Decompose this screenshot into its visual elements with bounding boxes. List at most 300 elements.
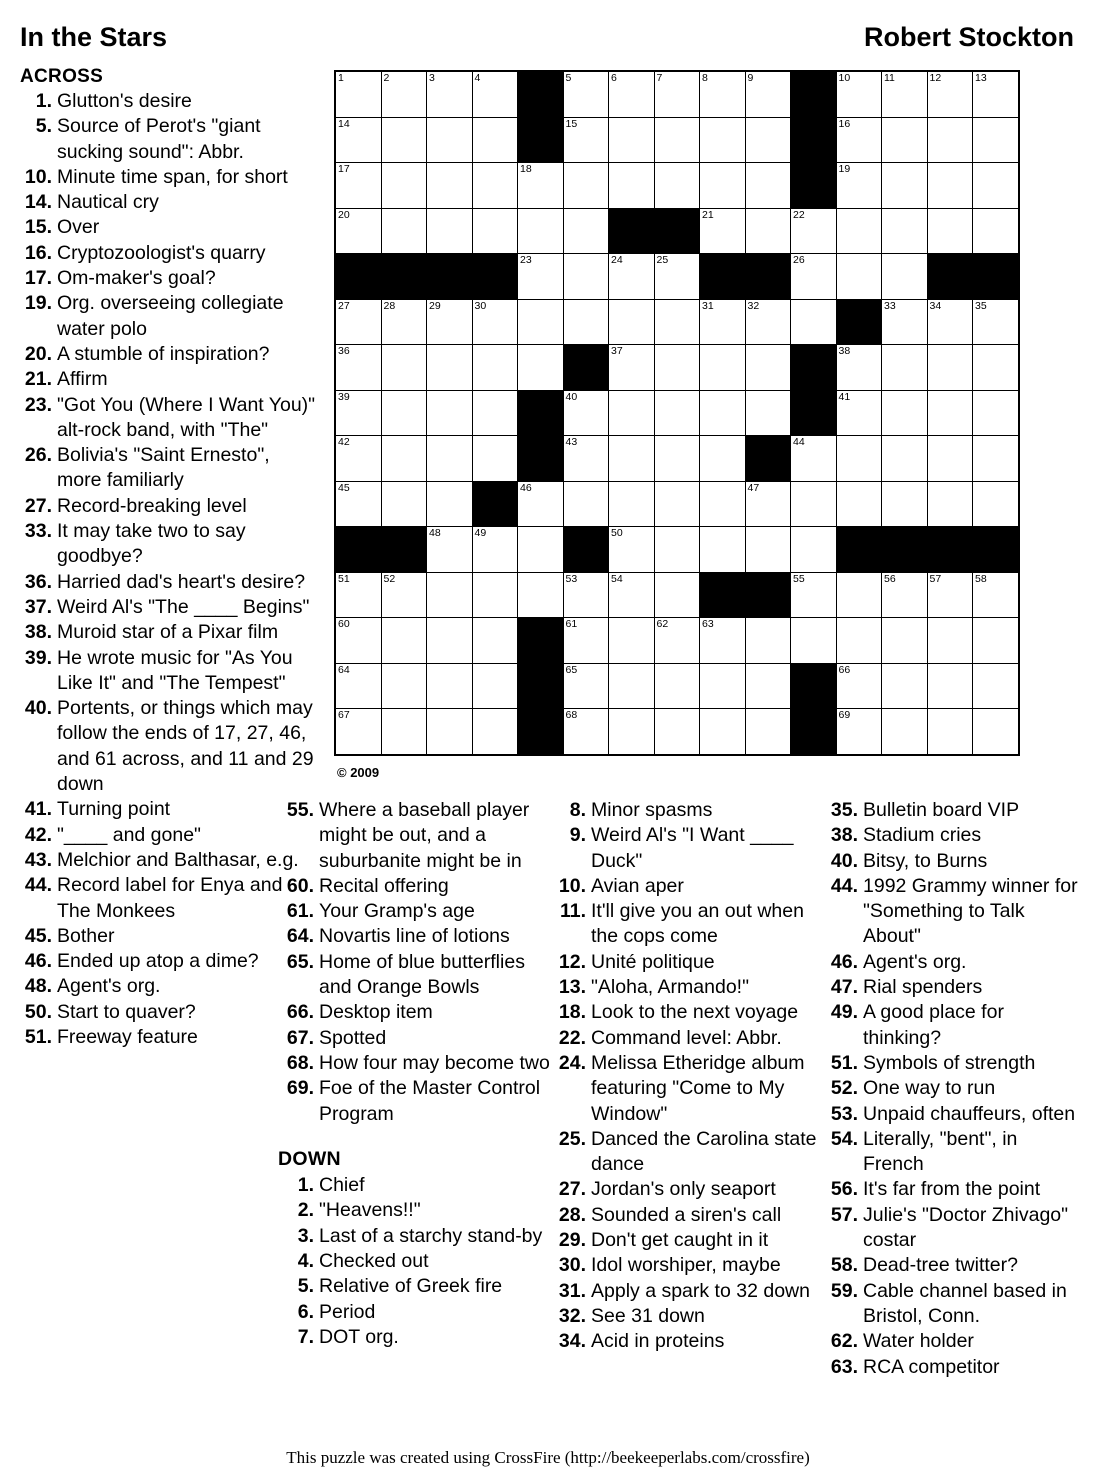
grid-cell-number: 28: [383, 299, 396, 312]
clue-text: Literally, "bent", in French: [863, 1127, 1018, 1176]
grid-cell[interactable]: [745, 71, 791, 117]
grid-cell[interactable]: [882, 299, 928, 345]
clue-item: [278, 1173, 550, 1198]
grid-row: [335, 481, 1019, 527]
grid-cell[interactable]: [609, 618, 655, 664]
grid-cell-number: 34: [929, 299, 942, 312]
grid-cell[interactable]: [973, 117, 1019, 163]
grid-cell[interactable]: [700, 663, 746, 709]
grid-cell[interactable]: [791, 527, 837, 573]
grid-cell[interactable]: [609, 527, 655, 573]
grid-cell[interactable]: [563, 208, 609, 254]
grid-cell-block: [791, 709, 837, 755]
grid-cell-number: 19: [838, 163, 851, 175]
grid-cell[interactable]: [745, 618, 791, 664]
clue-text: Glutton's desire: [57, 90, 192, 112]
clue-text: Unpaid chauffeurs, often: [863, 1102, 1076, 1125]
grid-cell[interactable]: [700, 481, 746, 527]
grid-row: [335, 71, 1019, 117]
clue-number: 3.: [297, 1224, 314, 1247]
grid-cell[interactable]: [609, 481, 655, 527]
grid-cell[interactable]: [654, 390, 700, 436]
grid-cell[interactable]: [882, 481, 928, 527]
footer-credit: This puzzle was created using CrossFire (http://beekeeperlabs.com/crossfire): [286, 1448, 810, 1467]
grid-cell[interactable]: [927, 299, 973, 345]
grid-cell[interactable]: [381, 572, 427, 618]
grid-cell-number: 57: [929, 572, 942, 585]
clue-text: Minute time span, for short: [57, 165, 288, 188]
grid-cell-number: 9: [747, 72, 754, 84]
clue-text: It may take two to say goodbye?: [57, 520, 246, 568]
clue-text: Home of blue butterflies and Orange Bowls: [319, 950, 525, 999]
grid-cell[interactable]: [427, 618, 473, 664]
grid-cell[interactable]: [472, 299, 518, 345]
clue-text: Bulletin board VIP: [863, 799, 1020, 821]
grid-cell[interactable]: [427, 117, 473, 163]
clue-item: [278, 1000, 550, 1025]
clue-text: Freeway feature: [57, 1025, 198, 1048]
grid-cell[interactable]: [609, 390, 655, 436]
grid-cell[interactable]: [927, 572, 973, 618]
grid-cell-number: 54: [611, 572, 623, 585]
clue-number: 51.: [24, 1025, 52, 1048]
grid-cell[interactable]: [654, 436, 700, 482]
grid-cell[interactable]: [836, 481, 882, 527]
grid-cell[interactable]: [882, 390, 928, 436]
clue-text: DOT org.: [319, 1325, 399, 1348]
grid-cell[interactable]: [381, 163, 427, 209]
clue-item: [18, 924, 318, 949]
clue-text: Sounded a siren's call: [591, 1203, 782, 1226]
grid-cell[interactable]: [609, 71, 655, 117]
grid-cell-number: 6: [611, 72, 617, 84]
grid-cell[interactable]: [836, 254, 882, 300]
grid-cell[interactable]: [381, 663, 427, 709]
grid-cell[interactable]: [927, 663, 973, 709]
grid-cell[interactable]: [381, 299, 427, 345]
clue-item: [18, 494, 318, 519]
clue-number: 59.: [830, 1279, 858, 1302]
grid-cell-number: 11: [884, 72, 895, 84]
clue-number: 1.: [35, 90, 52, 112]
grid-cell[interactable]: [381, 618, 427, 664]
clue-item: [550, 1279, 822, 1304]
clue-item: [822, 1253, 1078, 1278]
grid-cell[interactable]: [609, 436, 655, 482]
clue-number: 51.: [830, 1051, 858, 1074]
grid-cell[interactable]: [427, 390, 473, 436]
grid-cell[interactable]: [381, 436, 427, 482]
grid-cell[interactable]: [609, 663, 655, 709]
clue-item: [822, 1076, 1078, 1101]
clue-text: RCA competitor: [863, 1355, 1000, 1378]
grid-cell[interactable]: [609, 299, 655, 345]
grid-cell[interactable]: [563, 390, 609, 436]
clue-number: 30.: [558, 1254, 586, 1277]
clue-number: 46.: [830, 950, 858, 973]
grid-cell-block: [563, 527, 609, 573]
grid-cell[interactable]: [335, 208, 381, 254]
clue-text: Don't get caught in it: [591, 1229, 769, 1252]
grid-cell[interactable]: [335, 436, 381, 482]
clue-number: 10.: [558, 874, 586, 897]
grid-cell[interactable]: [427, 163, 473, 209]
grid-cell[interactable]: [882, 163, 928, 209]
grid-cell-number: 42: [338, 436, 350, 448]
grid-cell-number: 49: [474, 527, 487, 539]
grid-cell[interactable]: [882, 436, 928, 482]
clue-number: 44.: [830, 874, 858, 897]
grid-cell[interactable]: [563, 709, 609, 755]
grid-cell[interactable]: [472, 709, 518, 755]
grid-cell[interactable]: [927, 71, 973, 117]
grid-cell[interactable]: [745, 299, 791, 345]
grid-cell[interactable]: [381, 208, 427, 254]
grid-cell[interactable]: [882, 345, 928, 391]
grid-cell[interactable]: [472, 208, 518, 254]
clue-item: [822, 1279, 1078, 1330]
clue-item: [822, 798, 1078, 823]
grid-cell[interactable]: [973, 345, 1019, 391]
clue-text: One way to run: [863, 1077, 996, 1100]
grid-cell[interactable]: [381, 390, 427, 436]
grid-cell[interactable]: [654, 254, 700, 300]
grid-cell[interactable]: [563, 117, 609, 163]
clue-item: [18, 1000, 318, 1025]
grid-cell[interactable]: [836, 618, 882, 664]
grid-cell-block: [973, 527, 1019, 573]
grid-cell[interactable]: [700, 163, 746, 209]
grid-cell[interactable]: [882, 709, 928, 755]
grid-cell[interactable]: [472, 527, 518, 573]
grid-cell[interactable]: [563, 254, 609, 300]
grid-cell[interactable]: [563, 436, 609, 482]
grid-cell-block: [381, 254, 427, 300]
grid-cell[interactable]: [654, 71, 700, 117]
grid-cell[interactable]: [518, 208, 564, 254]
grid-cell[interactable]: [563, 481, 609, 527]
grid-cell-block: [791, 163, 837, 209]
grid-cell[interactable]: [518, 481, 564, 527]
grid-cell[interactable]: [700, 618, 746, 664]
grid-cell[interactable]: [836, 71, 882, 117]
grid-cell[interactable]: [335, 71, 381, 117]
grid-cell[interactable]: [836, 663, 882, 709]
grid-cell[interactable]: [973, 481, 1019, 527]
clue-item: [278, 924, 550, 949]
grid-cell[interactable]: [836, 208, 882, 254]
grid-cell[interactable]: [700, 436, 746, 482]
clue-text: Bolivia's "Saint Ernesto", more familiarly: [57, 444, 270, 492]
grid-cell[interactable]: [563, 163, 609, 209]
grid-cell[interactable]: [335, 390, 381, 436]
grid-cell[interactable]: [381, 481, 427, 527]
grid-cell[interactable]: [973, 71, 1019, 117]
clue-number: 35.: [830, 799, 858, 821]
grid-cell[interactable]: [700, 345, 746, 391]
grid-cell[interactable]: [882, 618, 928, 664]
grid-cell[interactable]: [745, 390, 791, 436]
grid-cell[interactable]: [472, 345, 518, 391]
grid-cell[interactable]: [518, 254, 564, 300]
grid-cell[interactable]: [791, 618, 837, 664]
clue-text: Agent's org.: [57, 975, 161, 998]
grid-cell[interactable]: [609, 572, 655, 618]
grid-cell-number: 62: [656, 618, 669, 630]
grid-cell[interactable]: [472, 663, 518, 709]
grid-cell[interactable]: [335, 117, 381, 163]
clue-item: [550, 950, 822, 975]
clue-number: 60.: [286, 874, 314, 897]
grid-cell[interactable]: [381, 709, 427, 755]
grid-cell[interactable]: [335, 299, 381, 345]
grid-cell[interactable]: [427, 663, 473, 709]
grid-row: [335, 572, 1019, 618]
grid-cell[interactable]: [654, 481, 700, 527]
grid-cell-number: 55: [793, 572, 805, 585]
grid-cell[interactable]: [745, 345, 791, 391]
grid-cell[interactable]: [654, 527, 700, 573]
grid-cell[interactable]: [654, 345, 700, 391]
grid-cell[interactable]: [700, 709, 746, 755]
grid-cell[interactable]: [427, 527, 473, 573]
grid-cell[interactable]: [381, 117, 427, 163]
grid-cell[interactable]: [882, 254, 928, 300]
grid-cell[interactable]: [518, 299, 564, 345]
grid-cell[interactable]: [427, 208, 473, 254]
grid-cell[interactable]: [836, 345, 882, 391]
grid-cell[interactable]: [927, 481, 973, 527]
clue-item: [278, 874, 550, 899]
grid-cell[interactable]: [836, 163, 882, 209]
clue-item: [278, 1300, 550, 1325]
grid-cell[interactable]: [973, 618, 1019, 664]
grid-cell[interactable]: [563, 299, 609, 345]
grid-cell[interactable]: [700, 117, 746, 163]
grid-cell-number: 17: [338, 163, 350, 175]
clue-number: 8.: [569, 799, 586, 821]
grid-cell[interactable]: [973, 163, 1019, 209]
grid-cell-block: [700, 572, 746, 618]
grid-cell-block: [335, 254, 381, 300]
grid-cell[interactable]: [609, 117, 655, 163]
grid-cell[interactable]: [973, 572, 1019, 618]
grid-cell[interactable]: [882, 663, 928, 709]
grid-cell[interactable]: [882, 117, 928, 163]
grid-cell[interactable]: [745, 163, 791, 209]
grid-cell[interactable]: [472, 163, 518, 209]
grid-cell[interactable]: [427, 709, 473, 755]
grid-cell[interactable]: [427, 299, 473, 345]
grid-cell-number: 31: [702, 299, 714, 312]
crossword-grid[interactable]: [334, 70, 1020, 756]
grid-cell[interactable]: [700, 527, 746, 573]
grid-cell[interactable]: [609, 709, 655, 755]
grid-cell[interactable]: [836, 709, 882, 755]
grid-cell[interactable]: [654, 663, 700, 709]
grid-cell[interactable]: [609, 345, 655, 391]
grid-cell[interactable]: [654, 618, 700, 664]
grid-cell[interactable]: [472, 71, 518, 117]
clue-item: [822, 1203, 1078, 1254]
clue-number: 55.: [286, 799, 314, 821]
grid-cell[interactable]: [927, 390, 973, 436]
grid-cell[interactable]: [882, 71, 928, 117]
grid-cell[interactable]: [609, 254, 655, 300]
grid-cell[interactable]: [745, 663, 791, 709]
grid-cell[interactable]: [836, 436, 882, 482]
clue-number: 54.: [830, 1127, 858, 1150]
grid-cell-number: 44: [793, 436, 805, 448]
grid-cell[interactable]: [335, 618, 381, 664]
clue-item: [18, 342, 318, 367]
grid-cell[interactable]: [654, 709, 700, 755]
clue-text: Bother: [57, 924, 115, 947]
bottom-clue-columns: [278, 798, 1078, 1380]
grid-cell[interactable]: [427, 436, 473, 482]
grid-cell-block: [836, 299, 882, 345]
grid-cell[interactable]: [472, 618, 518, 664]
grid-cell-number: 29: [429, 299, 441, 312]
grid-cell[interactable]: [973, 436, 1019, 482]
clue-number: 14.: [24, 191, 52, 214]
clue-number: 65.: [286, 950, 314, 973]
grid-cell[interactable]: [745, 208, 791, 254]
clue-number: 13.: [558, 976, 586, 999]
grid-cell-block: [927, 254, 973, 300]
grid-cell[interactable]: [927, 618, 973, 664]
clue-item: [18, 241, 318, 266]
grid-cell[interactable]: [973, 299, 1019, 345]
clue-item: [18, 165, 318, 190]
grid-cell[interactable]: [927, 709, 973, 755]
grid-cell[interactable]: [791, 299, 837, 345]
grid-cell-block: [472, 481, 518, 527]
grid-cell[interactable]: [745, 527, 791, 573]
grid-row: [335, 117, 1019, 163]
grid-cell[interactable]: [472, 117, 518, 163]
grid-cell[interactable]: [335, 572, 381, 618]
clue-number: 64.: [286, 925, 314, 948]
clue-number: 17.: [24, 267, 52, 290]
grid-cell[interactable]: [791, 436, 837, 482]
grid-cell[interactable]: [700, 299, 746, 345]
grid-cell[interactable]: [427, 71, 473, 117]
grid-cell[interactable]: [472, 390, 518, 436]
clue-item: [822, 1102, 1078, 1127]
clue-item: [18, 114, 318, 165]
grid-cell[interactable]: [654, 572, 700, 618]
grid-cell[interactable]: [973, 709, 1019, 755]
grid-cell[interactable]: [927, 208, 973, 254]
clue-item: [278, 1198, 550, 1223]
grid-cell[interactable]: [973, 663, 1019, 709]
grid-cell[interactable]: [927, 436, 973, 482]
grid-cell[interactable]: [381, 345, 427, 391]
grid-cell[interactable]: [518, 572, 564, 618]
clue-text: Novartis line of lotions: [319, 925, 510, 948]
clue-text: 1992 Grammy winner for "Something to Talk About": [863, 874, 1078, 948]
grid-cell[interactable]: [563, 572, 609, 618]
grid-cell[interactable]: [335, 481, 381, 527]
clue-number: 18.: [558, 1001, 586, 1024]
grid-cell[interactable]: [927, 345, 973, 391]
grid-cell[interactable]: [427, 481, 473, 527]
grid-cell[interactable]: [745, 709, 791, 755]
grid-cell[interactable]: [791, 254, 837, 300]
grid-cell[interactable]: [791, 208, 837, 254]
grid-cell[interactable]: [700, 208, 746, 254]
clue-item: [18, 367, 318, 392]
grid-cell-block: [700, 254, 746, 300]
clue-item: [278, 1249, 550, 1274]
grid-cell[interactable]: [472, 572, 518, 618]
grid-cell-number: 48: [429, 527, 441, 539]
grid-cell[interactable]: [518, 163, 564, 209]
clue-number: 31.: [558, 1279, 586, 1302]
grid-cell-block: [791, 345, 837, 391]
clue-item: [550, 1304, 822, 1329]
grid-cell[interactable]: [745, 481, 791, 527]
clue-item: [550, 1177, 822, 1202]
clue-item: [278, 899, 550, 924]
grid-cell[interactable]: [518, 527, 564, 573]
grid-cell[interactable]: [427, 345, 473, 391]
clue-text: Avian aper: [591, 874, 684, 897]
grid-cell[interactable]: [791, 481, 837, 527]
grid-cell-block: [335, 527, 381, 573]
grid-cell[interactable]: [335, 163, 381, 209]
grid-cell[interactable]: [427, 572, 473, 618]
clue-text: Look to the next voyage: [591, 1001, 799, 1024]
grid-cell-number: 27: [338, 299, 350, 312]
clue-column-two: [550, 798, 822, 1380]
grid-cell[interactable]: [927, 163, 973, 209]
grid-cell[interactable]: [700, 390, 746, 436]
grid-cell[interactable]: [335, 345, 381, 391]
grid-row: [335, 208, 1019, 254]
grid-cell[interactable]: [518, 345, 564, 391]
grid-cell[interactable]: [472, 436, 518, 482]
grid-cell[interactable]: [563, 663, 609, 709]
clue-number: 58.: [830, 1254, 858, 1277]
grid-cell[interactable]: [335, 663, 381, 709]
grid-cell[interactable]: [335, 709, 381, 755]
grid-cell[interactable]: [791, 572, 837, 618]
grid-cell[interactable]: [745, 117, 791, 163]
clue-text: Where a baseball player might be out, and a suburbanite might be in: [319, 799, 530, 872]
grid-cell[interactable]: [381, 71, 427, 117]
grid-cell[interactable]: [927, 117, 973, 163]
grid-cell[interactable]: [973, 208, 1019, 254]
grid-cell[interactable]: [700, 71, 746, 117]
clue-number: 25.: [558, 1127, 586, 1150]
grid-cell[interactable]: [609, 163, 655, 209]
grid-cell[interactable]: [882, 208, 928, 254]
grid-cell[interactable]: [654, 299, 700, 345]
grid-cell[interactable]: [836, 117, 882, 163]
grid-cell[interactable]: [836, 572, 882, 618]
grid-cell-number: 30: [474, 299, 487, 312]
grid-cell[interactable]: [836, 390, 882, 436]
grid-cell[interactable]: [654, 163, 700, 209]
grid-cell[interactable]: [563, 71, 609, 117]
clue-column-one: [278, 798, 550, 1380]
grid-cell[interactable]: [563, 618, 609, 664]
grid-cell[interactable]: [882, 572, 928, 618]
grid-cell[interactable]: [973, 390, 1019, 436]
grid-cell[interactable]: [654, 117, 700, 163]
